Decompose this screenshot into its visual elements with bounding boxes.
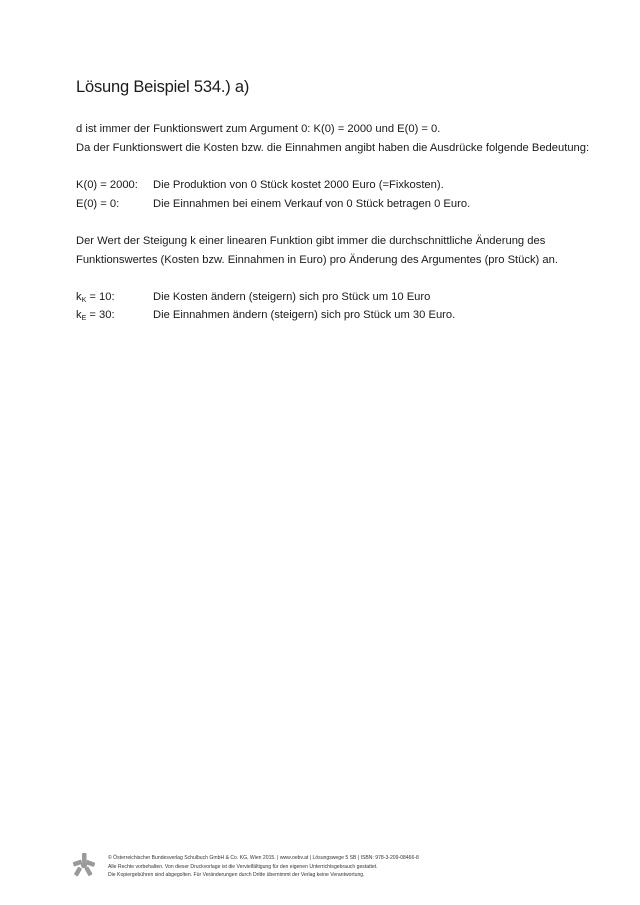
footer-disclaimer-line: Die Kopiergebühren sind abgegolten. Für Veränderungen durch Dritte übernimmt der Verlag keine Verantwortung.	[108, 872, 365, 879]
footer-copyright-line: © Österreichischer Bundesverlag Schulbuch GmbH & Co. KG, Wien 2015. | www.oebv.at | Lösungswege 5 SB | ISBN: 978-3-209-08466-8	[108, 855, 419, 861]
page-footer	[72, 852, 572, 882]
slope-text-line-1: Der Wert der Steigung k einer linearen Funktion gibt immer die durchschnittliche Änderung des	[76, 235, 546, 247]
page-title: Lösung Beispiel 534.) a)	[76, 78, 250, 96]
meaning-label: E(0) = 0:	[76, 198, 120, 210]
meaning-description: Die Einnahmen bei einem Verkauf von 0 Stück betragen 0 Euro.	[153, 198, 471, 210]
slope-symbol: k	[76, 309, 82, 321]
slope-description: Die Kosten ändern (steigern) sich pro Stück um 10 Euro	[153, 291, 431, 303]
slope-label	[76, 291, 115, 304]
slope-value: = 10:	[86, 291, 115, 303]
publisher-asterisk-logo-icon	[72, 852, 96, 878]
slope-label	[76, 309, 115, 322]
slope-symbol: k	[76, 291, 82, 303]
footer-rights-line: Alle Rechte vorbehalten. Von dieser Druckvorlage ist die Vervielfältigung für den eigenen Unterrichtsgebrauch gestattet.	[108, 863, 378, 870]
slope-subscript: E	[81, 315, 87, 322]
footer-text	[108, 854, 419, 880]
slope-description: Die Einnahmen ändern (steigern) sich pro Stück um 30 Euro.	[153, 309, 456, 321]
slope-value: = 30:	[86, 309, 115, 321]
intro-line-2: Da der Funktionswert die Kosten bzw. die Einnahmen angibt haben die Ausdrücke folgende Bedeutung:	[76, 142, 590, 154]
slope-subscript: K	[81, 297, 87, 304]
slope-text-line-2: Funktionswertes (Kosten bzw. Einnahmen in Euro) pro Änderung des Argumentes (pro Stück) an.	[76, 254, 558, 266]
intro-line-1: d ist immer der Funktionswert zum Argument 0: K(0) = 2000 und E(0) = 0.	[76, 123, 441, 135]
meaning-label: K(0) = 2000:	[76, 179, 138, 191]
meaning-description: Die Produktion von 0 Stück kostet 2000 Euro (=Fixkosten).	[153, 179, 444, 191]
